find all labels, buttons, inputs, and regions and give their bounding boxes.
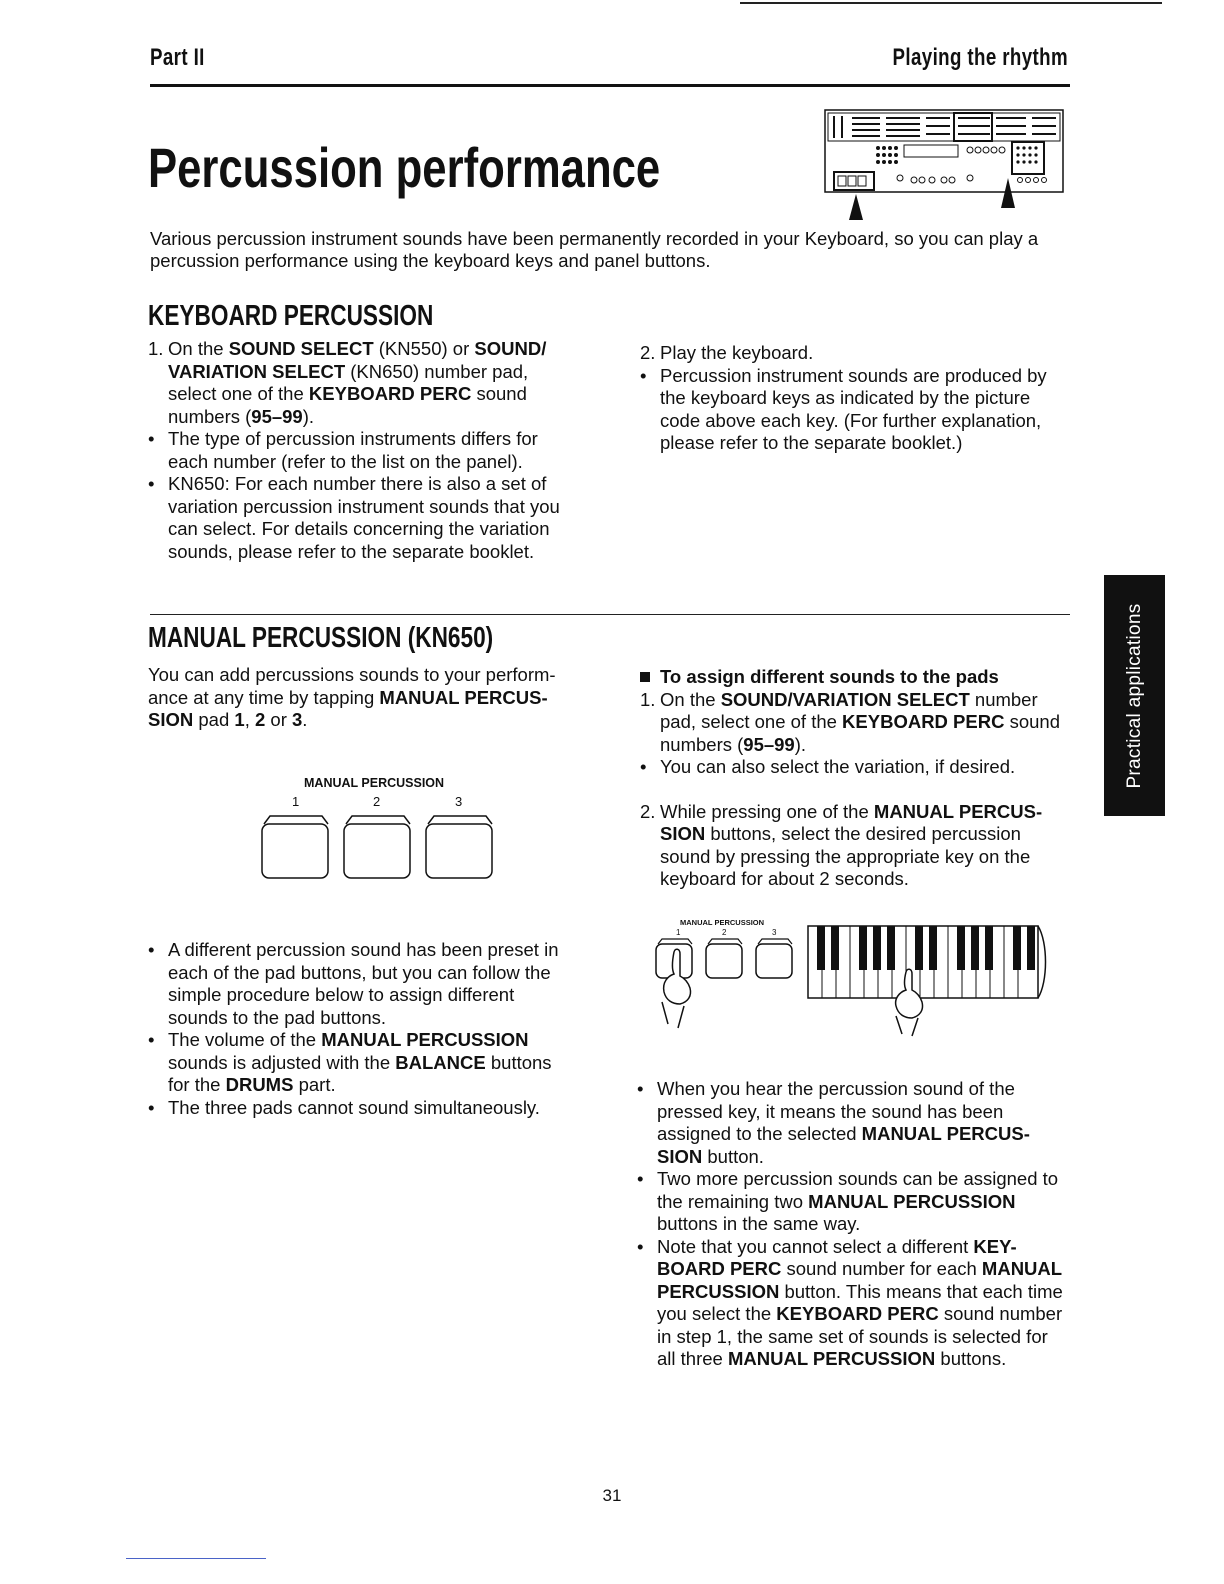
top-edge-rule [740, 2, 1162, 4]
bullet-dot: • [640, 364, 647, 386]
bullet-dot: • [637, 1168, 644, 1189]
bullet-preset-sounds: • A different percussion sound has been preset in each of the pad buttons, but you can follow the simple procedure below to assign different sounds to the pad buttons. [148, 939, 559, 1028]
intro-paragraph: Various percussion instrument sounds have been permanently recorded in your Keyboard, so you can play a percussion performance using the keyboard keys and panel buttons. [150, 228, 1039, 271]
pad-1 [262, 816, 328, 878]
bullet-dot: • [637, 1078, 644, 1099]
keyboard-icon [808, 926, 1046, 998]
assign-sounds-column [640, 666, 1068, 891]
page-number: 31 [602, 1486, 622, 1505]
manual-percussion-left-bullets [148, 939, 573, 1119]
bullet-kn650-variations: • KN650: For each number there is also a set of variation percussion instrument sounds that you can select. For details concerning the variation sounds, please refer to the separate booklet. [148, 473, 560, 562]
panel-diagram-icon [820, 108, 1070, 228]
assign-step-1: 1. On the SOUND/VARIATION SELECT number pad, select one of the KEYBOARD PERC sound numbers (95–99). [640, 688, 1061, 755]
header-part: Part II [150, 44, 205, 71]
bullet-dot: • [148, 428, 155, 449]
bullet-assigned: • When you hear the percussion sound of the pressed key, it means the sound has been assigned to the selected MANUAL PERCUS- SION button. [637, 1078, 1030, 1167]
manual-percussion-heading: MANUAL PERCUSSION (KN650) [148, 622, 494, 654]
keyboard-percussion-right-column [640, 342, 1068, 455]
pad-number-1: 1 [292, 794, 300, 809]
small-pad-number-2: 2 [722, 928, 727, 937]
bullet-dot: • [148, 939, 155, 960]
assign-heading: To assign different sounds to the pads [640, 666, 1068, 689]
manual-percussion-pads [258, 810, 498, 884]
bullet-dot: • [148, 473, 155, 494]
pad-number-2: 2 [373, 794, 381, 809]
pad-keyboard-illustration [650, 912, 1050, 1044]
header-rule [150, 84, 1070, 87]
bullet-dot: • [640, 756, 647, 777]
bullet-picture-code: • Percussion instrument sounds are produced by the keyboard keys as indicated by the picture code above each key. (For further explanation, please refer to the separate booklet.) [640, 364, 1047, 453]
page-title: Percussion performance [148, 136, 661, 199]
header-section: Playing the rhythm [892, 44, 1068, 71]
manual-percussion-intro: You can add percussions sounds to your perform- ance at any time by tapping MANUAL PERCUS- SION pad 1, 2 or 3. [148, 664, 556, 730]
side-tab: Practical applications [1104, 575, 1165, 816]
bullet-two-more: • Two more percussion sounds can be assigned to the remaining two MANUAL PERCUSSION buttons in the same way. [637, 1168, 1059, 1234]
keyboard-percussion-left-column [148, 338, 573, 563]
small-pad-number-3: 3 [772, 928, 777, 937]
small-pad-label: MANUAL PERCUSSION [680, 918, 765, 927]
pad-3 [426, 816, 492, 878]
bullet-dot: • [148, 1096, 155, 1118]
keyboard-percussion-heading: KEYBOARD PERCUSSION [148, 300, 434, 332]
step-2: 2. Play the keyboard. [640, 342, 814, 363]
bullet-volume: • The volume of the MANUAL PERCUSSION sounds is adjusted with the BALANCE buttons for the DRUMS part. [148, 1029, 552, 1095]
pad-2 [344, 816, 410, 878]
bullet-simultaneous: • The three pads cannot sound simultaneously. [148, 1096, 540, 1118]
assign-step-2: 2. While pressing one of the MANUAL PERCUS- SION buttons, select the desired percussion sound by pressing the appropriate key on the keyboard for about 2 seconds. [640, 800, 1043, 889]
square-bullet [640, 672, 650, 682]
bullet-instrument-types: • The type of percussion instruments differs for each number (refer to the list on the panel). [148, 428, 538, 472]
small-pad-number-1: 1 [676, 928, 681, 937]
bullet-variation: • You can also select the variation, if desired. [640, 756, 1016, 777]
manual-percussion-right-bullets [637, 1078, 1065, 1371]
bullet-dot: • [148, 1029, 155, 1050]
pad-diagram-label: MANUAL PERCUSSION [304, 776, 445, 790]
bullet-dot: • [637, 1235, 644, 1257]
pad-number-3: 3 [455, 794, 463, 809]
footer-link-rule [126, 1558, 266, 1559]
step-1: 1. On the SOUND SELECT (KN550) or SOUND/ VARIATION SELECT (KN650) number pad, select one of the KEYBOARD PERC sound numbers (95–99). [148, 338, 547, 427]
bullet-note: • Note that you cannot select a different KEY- BOARD PERC sound number for each MANUAL PERCUSSION button. This means that each time you select the KEYBOARD PERC sound number in step 1, the same set of sounds is selected for all three MANUAL PERCUSSION buttons. [637, 1235, 1063, 1369]
section-separator [150, 614, 1070, 615]
